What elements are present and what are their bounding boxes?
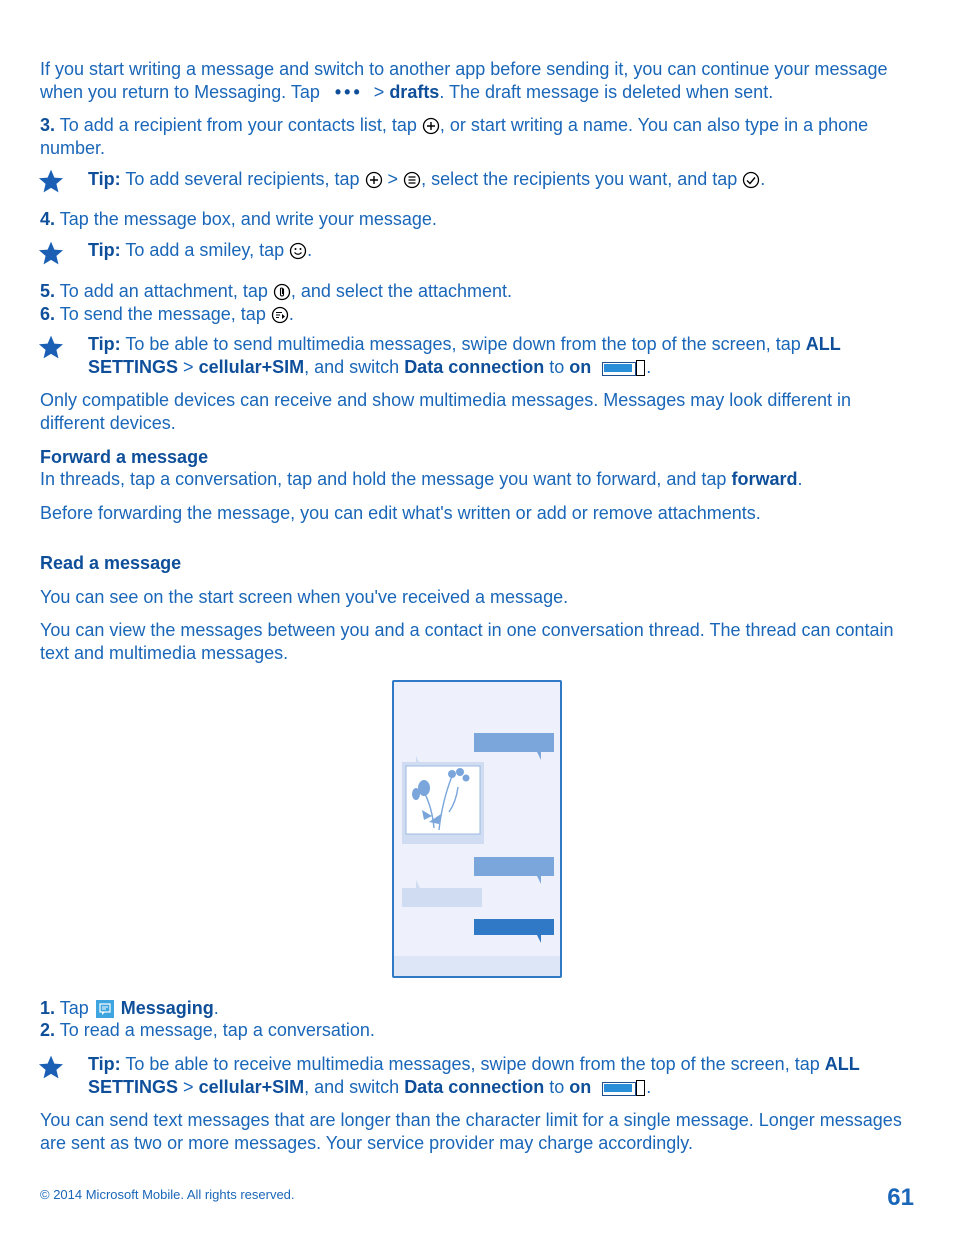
- conversation-thread-graphic: [394, 682, 560, 976]
- step-6: [40, 303, 920, 326]
- drafts-text: If you start writing a message and switch to another app before sending it, you can continue your message when you return to Messaging. Tap: [40, 59, 888, 102]
- step-number: 6.: [40, 304, 56, 324]
- messaging-label: Messaging: [120, 998, 214, 1018]
- sent-bubble: [474, 733, 554, 752]
- forward-paragraph: [40, 468, 920, 491]
- step-number: 2.: [40, 1020, 56, 1040]
- tip-label: Tip:: [88, 334, 121, 354]
- messaging-app-icon: [96, 1000, 114, 1018]
- list-select-icon: [403, 171, 421, 189]
- star-icon: [38, 334, 64, 360]
- gt-symbol: >: [183, 1077, 194, 1097]
- step-number: 1.: [40, 998, 56, 1018]
- sent-bubble: [474, 919, 554, 935]
- toggle-switch-icon: [602, 360, 646, 376]
- forward-label: forward: [731, 469, 798, 489]
- tip-text: To be able to receive multimedia messages, swipe down from the top of the screen, tap: [125, 1054, 820, 1074]
- tip-text: To add several recipients, tap: [125, 169, 360, 189]
- more-dots-icon: •••: [334, 82, 363, 102]
- tip-text-mid: , select the recipients you want, and tap: [421, 169, 738, 189]
- tip-text-mid: , and switch: [304, 357, 400, 377]
- phone-illustration: [392, 680, 562, 978]
- step-4-text: Tap the message box, and write your message.: [59, 209, 437, 229]
- forward-heading: Forward a message: [40, 447, 209, 467]
- star-icon: [38, 1054, 64, 1080]
- read-step-1-text: Tap: [59, 998, 89, 1018]
- step-5: [40, 280, 920, 303]
- tip-text-to: to: [549, 357, 565, 377]
- forward-text: In threads, tap a conversation, tap and hold the message you want to forward, and tap: [40, 469, 727, 489]
- sent-bubble: [474, 857, 554, 876]
- on-label: on: [569, 357, 592, 377]
- tip-label: Tip:: [88, 1054, 121, 1074]
- step-4: [40, 208, 920, 231]
- data-connection-label: Data connection: [404, 1077, 545, 1097]
- all-settings-label: ALL SETTINGS: [88, 1054, 860, 1097]
- tip-text-end: .: [307, 240, 313, 260]
- page-number: 61: [887, 1184, 914, 1211]
- tip-send-multimedia: [88, 333, 920, 379]
- data-connection-label: Data connection: [404, 357, 545, 377]
- drafts-text-end: . The draft message is deleted when sent.: [439, 82, 774, 102]
- gt-symbol: >: [183, 357, 194, 377]
- step-3-text-end: , or start writing a name. You can also type in a phone number.: [40, 115, 869, 158]
- cellular-sim-label: cellular+SIM: [198, 357, 305, 377]
- drafts-label: drafts: [389, 82, 440, 102]
- step-5-text-end: , and select the attachment.: [290, 281, 513, 301]
- tip-label: Tip:: [88, 169, 121, 189]
- received-bubble: [402, 888, 482, 907]
- copyright: © 2014 Microsoft Mobile. All rights reserved.: [40, 1187, 295, 1202]
- message-input-bar: [394, 956, 560, 976]
- gt-symbol: >: [373, 82, 385, 102]
- add-circle-icon: [365, 171, 383, 189]
- tip-text: To add a smiley, tap: [125, 240, 285, 260]
- step-6-text: To send the message, tap: [59, 304, 266, 324]
- read-step-1-text-end: .: [213, 998, 219, 1018]
- gt-symbol: >: [387, 169, 399, 189]
- step-number: 4.: [40, 209, 56, 229]
- tip-text-end: .: [760, 169, 766, 189]
- before-forward-paragraph: Before forwarding the message, you can edit what's written or add or remove attachments.: [40, 503, 761, 523]
- start-screen-paragraph: You can see on the start screen when you've received a message.: [40, 587, 569, 607]
- read-step-2-text: To read a message, tap a conversation.: [59, 1020, 375, 1040]
- toggle-switch-icon: [602, 1080, 646, 1096]
- star-icon: [38, 240, 64, 266]
- forward-text-end: .: [797, 469, 803, 489]
- smiley-icon: [289, 242, 307, 260]
- step-3: [40, 114, 920, 160]
- paperclip-icon: [273, 283, 291, 301]
- tip-text-to: to: [549, 1077, 565, 1097]
- tip-receive-multimedia: [88, 1053, 920, 1099]
- long-messages-paragraph: You can send text messages that are longer than the character limit for a single message. Longer messages are sent as two or more messages. Your service provider may charge accordingly.: [40, 1110, 902, 1153]
- tip-smiley: [88, 239, 920, 262]
- add-circle-icon: [422, 117, 440, 135]
- tip-text-mid: , and switch: [304, 1077, 400, 1097]
- step-6-text-end: .: [288, 304, 294, 324]
- step-number: 3.: [40, 115, 56, 135]
- cellular-sim-label: cellular+SIM: [198, 1077, 305, 1097]
- read-step-1: [40, 997, 920, 1020]
- tip-several-recipients: [88, 168, 920, 191]
- read-step-2: [40, 1019, 920, 1042]
- thread-paragraph: You can view the messages between you and a contact in one conversation thread. The thread can contain text and multimedia messages.: [40, 620, 894, 663]
- step-number: 5.: [40, 281, 56, 301]
- step-5-text: To add an attachment, tap: [59, 281, 268, 301]
- compat-paragraph: Only compatible devices can receive and show multimedia messages. Messages may look different in different devices.: [40, 390, 852, 433]
- check-circle-icon: [742, 171, 760, 189]
- step-3-text: To add a recipient from your contacts list, tap: [59, 115, 417, 135]
- tip-label: Tip:: [88, 240, 121, 260]
- all-settings-label: ALL SETTINGS: [88, 334, 841, 377]
- on-label: on: [569, 1077, 592, 1097]
- drafts-paragraph: [40, 58, 920, 104]
- star-icon: [38, 168, 64, 194]
- send-icon: [271, 306, 289, 324]
- tip-text-end: .: [646, 1077, 652, 1097]
- tip-text-end: .: [646, 357, 652, 377]
- read-heading: Read a message: [40, 553, 182, 573]
- tip-text: To be able to send multimedia messages, swipe down from the top of the screen, tap: [125, 334, 801, 354]
